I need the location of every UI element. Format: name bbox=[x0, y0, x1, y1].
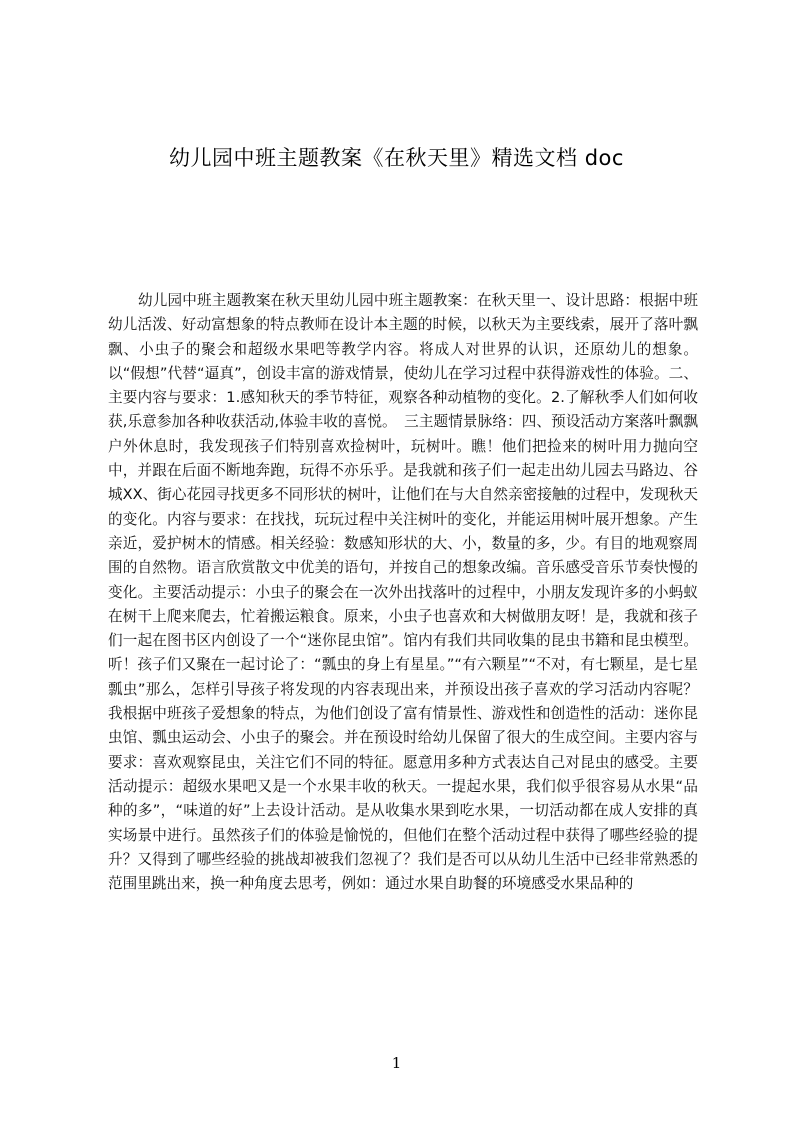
document-title: 幼儿园中班主题教案《在秋天里》精选文档 doc bbox=[169, 146, 624, 170]
document-body-paragraph: 幼儿园中班主题教案在秋天里幼儿园中班主题教案：在秋天里一、设计思路：根据中班幼儿活泼、好动富想象的特点教师在设计本主题的时候，以秋天为主要线索，展开了落叶飘飘、小虫子的聚会和超级水果吧等教学内容。将成人对世界的认识，还原幼儿的想象。以“假想”代替“逼真”，创设丰富的游戏情景，使幼儿在学习过程中获得游戏性的体验。二、主要内容与要求：1.感知秋天的季节特征，观察各种动植物的变化。2.了解秋季人们如何收获,乐意参加各种收获活动,体验丰收的喜悦。 三主题情景脉络：四、预设活动方案落叶飘飘户外休息时，我发现孩子们特别喜欢捡树叶，玩树叶。瞧！他们把捡来的树叶用力抛向空中，并跟在后面不断地奔跑，玩得不亦乐乎。是我就和孩子们一起走出幼儿园去马路边、谷城XX、街心花园寻找更多不同形状的树叶，让他们在与大自然亲密接触的过程中，发现秋天的变化。内容与要求：在找找，玩玩过程中关注树叶的变化，并能运用树叶展开想象。产生亲近，爱护树木的情感。相关经验：数感知形状的大、小，数量的多，少。有目的地观察周围的自然物。语言欣赏散文中优美的语句，并按自己的想象改编。音乐感受音乐节奏快慢的变化。主要活动提示：小虫子的聚会在一次外出找落叶的过程中，小朋友发现许多的小蚂蚁在树干上爬来爬去，忙着搬运粮食。原来，小虫子也喜欢和大树做朋友呀！是，我就和孩子们一起在图书区内创设了一个“迷你昆虫馆”。馆内有我们共同收集的昆虫书籍和昆虫模型。听！孩子们又聚在一起讨论了：“瓢虫的身上有星星。”“有六颗星”“不对，有七颗星，是七星瓢虫”那么，怎样引导孩子将发现的内容表现出来，并预设出孩子喜欢的学习活动内容呢？我根据中班孩子爱想象的特点，为他们创设了富有情景性、游戏性和创造性的活动：迷你昆虫馆、瓢虫运动会、小虫子的聚会。并在预设时给幼儿保留了很大的生成空间。主要内容与要求：喜欢观察昆虫，关注它们不同的特征。愿意用多种方式表达自己对昆虫的感受。主要活动提示：超级水果吧又是一个水果丰收的秋天。一提起水果，我们似乎很容易从水果“品种的多”，“味道的好”上去设计活动。是从收集水果到吃水果，一切活动都在成人安排的真实场景中进行。虽然孩子们的体验是愉悦的，但他们在整个活动过程中获得了哪些经验的提升？又得到了哪些经验的挑战却被我们忽视了？我们是否可以从幼儿生活中已经非常熟悉的范围里跳出来，换一种角度去思考，例如：通过水果自助餐的环境感受水果品种的 bbox=[108, 292, 698, 893]
page-number: 1 bbox=[391, 1054, 402, 1072]
